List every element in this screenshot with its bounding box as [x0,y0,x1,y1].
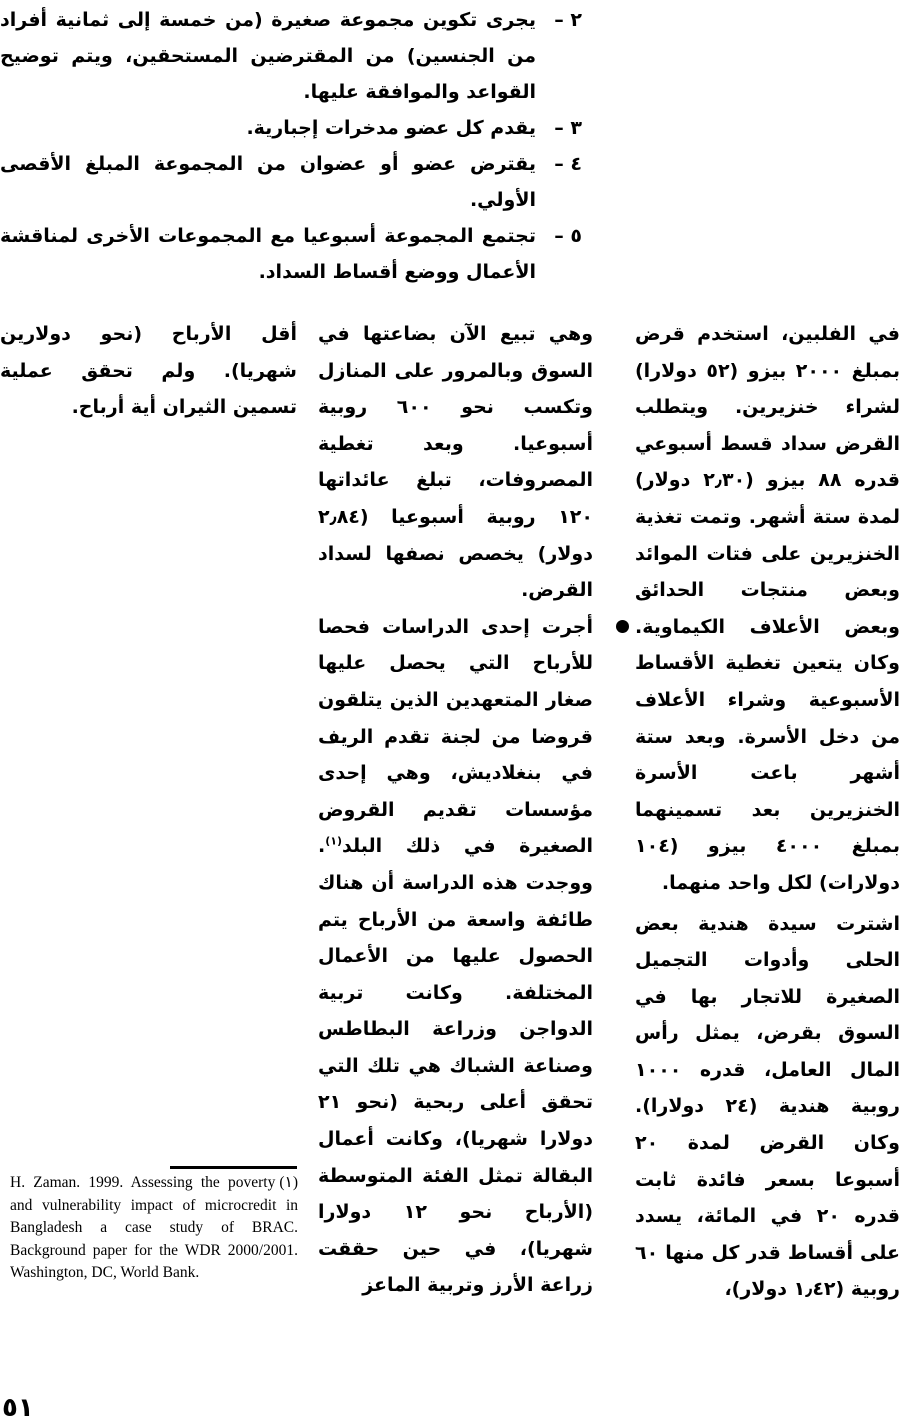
page-number: ٥١ [2,1393,34,1423]
bullet-icon [616,620,629,633]
continued-paragraph: أقل الأرباح (نحو دولارين شهريا). ولم تحقق عملية تسمين الثيران أية أرباح. [0,323,297,419]
bullet-text: اشترت سيدة هندية بعض الحلى وأدوات التجميل الصغيرة للاتجار بها في السوق بقرض، يمثل رأس المال العامل، قدره ١٠٠٠ روبية هندية (٢٤ دولارا). وكان القرض لمدة ٢٠ أسبوعا بسعر فائدة ثابت قدره ٢٠ في المائة، يسدد على أقساط قدر كل منها ٦٠ روبية (١٫٤٢ دولار)، [635,912,900,1301]
list-item [0,110,582,146]
bullet-item-philippines [635,316,900,902]
continued-paragraph: وهي تبيع الآن بضاعتها في السوق وبالمرور على المنازل وتكسب نحو ٦٠٠ روبية أسبوعيا. وبعد تغطية المصروفات، تبلغ عائداتها ١٢٠ روبية أسبوعيا (٢٫٨٤ دولار) يخصص نصفها لسداد القرض. [318,323,593,602]
list-number: ٥ – [554,225,582,247]
list-item [0,146,582,218]
list-item-text: يجرى تكوين مجموعة صغيرة (من خمسة إلى ثمانية أفراد من الجنسين) من المقترضين المستحقين، ويتم توضيح القواعد والموافقة عليها. [0,9,536,103]
bullet-item-india [635,906,900,1309]
bullet-item-bangladesh [318,609,593,1304]
bullet-text: في الفلبين، استخدم قرض بمبلغ ٢٠٠٠ بيزو (٥٢ دولارا) لشراء خنزيرين. ويتطلب القرض سداد قسط أسبوعي قدره ٨٨ بيزو (٢٫٣٠ دولار) لمدة ستة أشهر. وتمت تغذية الخنزيرين على فتات الموائد وبعض منتجات الحدائق وبعض الأعلاف الكيماوية. وكان يتعين تغطية الأقساط الأسبوعية وشراء الأعلاف من دخل الأسرة. وبعد ستة أشهر باعت الأسرة الخنزيرين بعد تسمينهما بمبلغ ٤٠٠٠ بيزو (١٠٤ دولارات) لكل واحد منهما. [635,323,900,894]
list-number: ٣ – [554,117,582,139]
list-number: ٤ – [554,153,582,175]
bullet-text: أجرت إحدى الدراسات فحصا للأرباح التي يحصل عليها صغار المتعهدين الذين يتلقون قروضا من لجنة تقدم الريف في بنغلاديش، وهي إحدى مؤسسات تقديم القروض الصغيرة في ذلك البلد [318,615,593,858]
list-item [0,218,582,290]
column-middle [318,316,593,1304]
list-item [0,2,582,110]
footnote-divider [170,1166,297,1169]
column-left [0,316,297,426]
list-item-text: يقترض عضو أو عضوان من المجموعة المبلغ الأقصى الأولي. [0,153,536,211]
list-number: ٢ – [554,9,582,31]
footnote-number: (١) [279,1174,298,1191]
footnote-ref[interactable]: (١) [325,834,342,848]
list-item-text: تجتمع المجموعة أسبوعيا مع المجموعات الأخرى لمناقشة الأعمال ووضع أقساط السداد. [0,225,536,283]
list-item-text: يقدم كل عضو مدخرات إجبارية. [246,117,536,139]
bullet-text-continued: . ووجدت هذه الدراسة أن هناك طائفة واسعة من الأرباح يتم الحصول عليها من الأعمال المختلفة. وكانت تربية الدواجن وزراعة البطاطس وصناعة الشباك هي تلك التي تحقق أعلى ربحية (نحو ٢١ دولارا شهريا)، وكانت أعمال البقالة تمثل الفئة المتوسطة (الأرباح نحو ١٢ دولارا شهريا)، في حين حققت زراعة الأرز وتربية الماعز [318,835,593,1297]
column-right [635,316,900,1308]
footnote-text: H. Zaman. 1999. Assessing the poverty and vulnerability impact of microcredit in Bangladesh a case study of BRAC. Background paper for the WDR 2000/2001. Washington, DC, World Bank. [10,1174,298,1281]
footnote [10,1172,298,1285]
numbered-list [0,2,582,290]
